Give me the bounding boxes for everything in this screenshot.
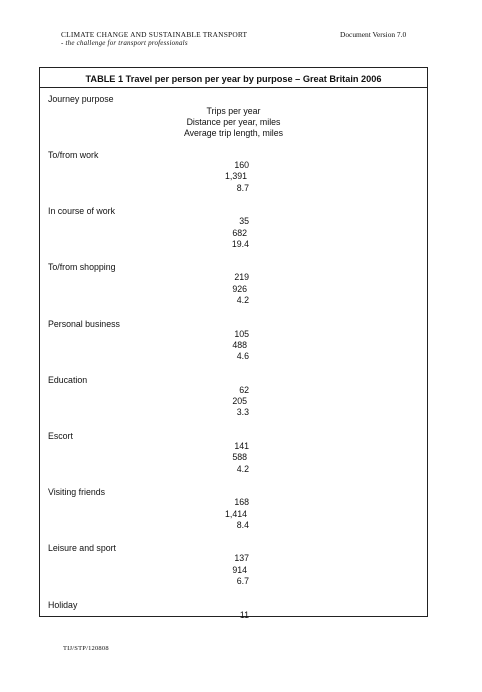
data-table bbox=[39, 67, 428, 620]
row-label: Personal business bbox=[48, 318, 120, 329]
document-version: Document Version 7.0 bbox=[340, 30, 407, 39]
row-label: Education bbox=[48, 374, 88, 385]
row-label: Holiday bbox=[48, 599, 78, 610]
table-cell: 205 bbox=[232, 396, 247, 407]
table-cell: 926 bbox=[232, 283, 247, 294]
table-cell: 682 bbox=[232, 227, 247, 238]
table-cell: 105 bbox=[234, 328, 249, 339]
row-label: Visiting friends bbox=[48, 487, 106, 498]
table-title: TABLE 1 Travel per person per year by purpose – Great Britain 2006 bbox=[85, 74, 382, 84]
table-cell: 588 bbox=[232, 452, 247, 463]
column-header-trips: Trips per year bbox=[206, 106, 261, 116]
table-cell: 11 bbox=[239, 609, 249, 620]
row-label: To/from shopping bbox=[48, 262, 116, 273]
table-cell: 19.4 bbox=[231, 238, 249, 249]
table-cell: 4.2 bbox=[236, 463, 249, 474]
table-cell: 1,391 bbox=[224, 171, 247, 182]
table-cell: 168 bbox=[234, 497, 249, 508]
table-cell: 4.6 bbox=[236, 351, 249, 362]
table-cell: 3.3 bbox=[236, 407, 249, 418]
table-cell: 8.7 bbox=[236, 182, 249, 193]
row-label: Escort bbox=[48, 431, 73, 441]
column-header-avg-length: Average trip length, miles bbox=[183, 128, 284, 138]
table-cell: 488 bbox=[232, 339, 247, 350]
row-header: Journey purpose bbox=[48, 94, 114, 104]
row-label: In course of work bbox=[48, 206, 115, 217]
table-cell: 160 bbox=[234, 160, 249, 170]
table-cell: 6.7 bbox=[236, 576, 249, 586]
table-cell: 141 bbox=[234, 441, 249, 451]
title-divider bbox=[40, 87, 427, 88]
header-subtitle: - the challenge for transport professionals bbox=[61, 39, 188, 47]
column-header-distance: Distance per year, miles bbox=[186, 117, 281, 127]
table-cell: 914 bbox=[232, 564, 247, 575]
table-cell: 62 bbox=[239, 384, 249, 395]
header-left bbox=[61, 30, 247, 48]
table-cell: 8.4 bbox=[236, 519, 249, 530]
row-label: Leisure and sport bbox=[48, 543, 116, 554]
header-title: CLIMATE CHANGE AND SUSTAINABLE TRANSPORT bbox=[61, 30, 248, 39]
table-cell: 219 bbox=[234, 272, 249, 283]
row-label: To/from work bbox=[48, 150, 99, 160]
table-cell: 137 bbox=[234, 553, 249, 564]
table-cell: 35 bbox=[239, 216, 249, 227]
table-cell: 1,414 bbox=[224, 508, 247, 519]
table-cell: 4.2 bbox=[236, 295, 249, 305]
document-footer: TIJ/STP/120808 bbox=[63, 645, 109, 652]
